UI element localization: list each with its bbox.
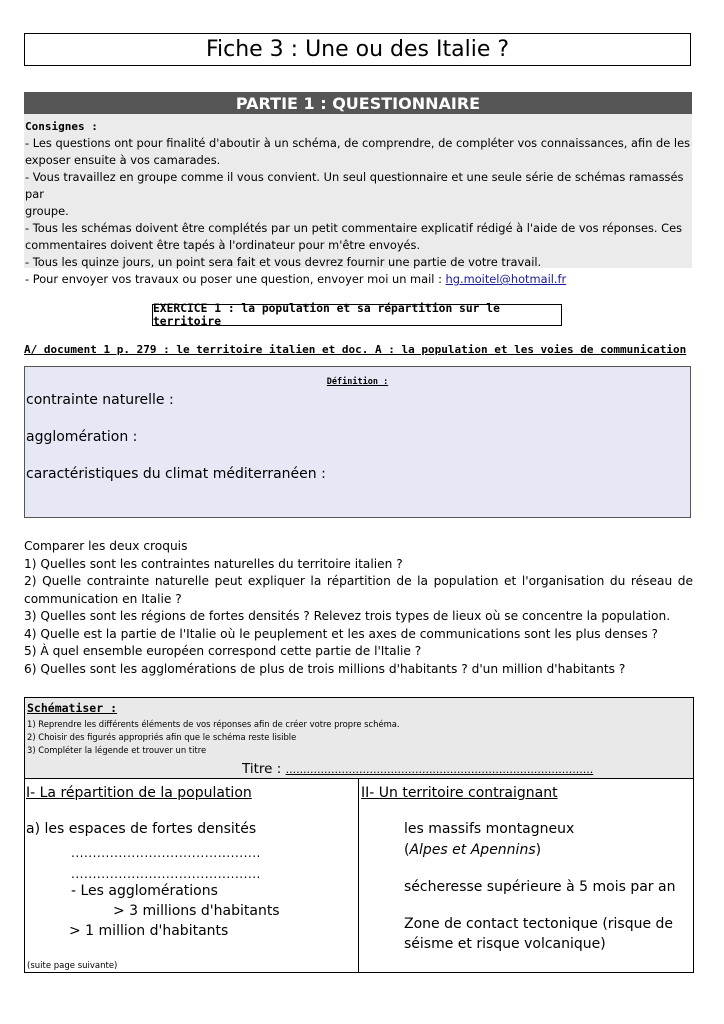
question-item: 5) À quel ensemble européen correspond cette partie de l'Italie ? — [24, 644, 422, 658]
schema-box — [24, 697, 694, 973]
left-column-heading: I- La répartition de la population — [26, 785, 252, 801]
consignes-label: Consignes : — [25, 120, 98, 133]
schema-instructions — [25, 698, 693, 779]
consigne-line: - Vous travaillez en groupe comme il vous convient. Un seul questionnaire et une seule série de schémas ramassés par — [25, 170, 684, 201]
dense-areas-label: a) les espaces de fortes densités — [26, 821, 257, 837]
schema-step: 3) Compléter la légende et trouver un titre — [27, 745, 207, 755]
questions-block — [24, 538, 693, 678]
consigne-line: - Tous les schémas doivent être complétés par un petit commentaire explicatif rédigé à l'aide de vos réponses. Ces — [25, 221, 683, 235]
consigne-line: - Les questions ont pour finalité d'aboutir à un schéma, de comprendre, de compléter vos connaissances, afin de les — [25, 136, 691, 150]
mail-text: - Pour envoyer vos travaux ou poser une question, envoyer moi un mail : — [25, 272, 446, 286]
dots-line: ............................................ — [71, 867, 261, 881]
titre-dots: ........................................................................................ — [285, 763, 594, 776]
tectonic-label-cont: séisme et risque volcanique) — [404, 936, 606, 952]
question-item: 2) Quelle contrainte naturelle peut expliquer la répartition de la population et l'organisation du réseau de communication en Italie ? — [24, 574, 693, 606]
dots-line: ............................................ — [71, 846, 261, 860]
consigne-line: commentaires doivent être tapés à l'ordinateur pour m'être envoyés. — [25, 238, 421, 252]
consigne-line: - Tous les quinze jours, un point sera fait et vous devrez fournir une partie de votre travail. — [25, 255, 542, 269]
schema-step: 2) Choisir des figurés appropriés afin que le schéma reste lisible — [27, 732, 297, 742]
drought-label: sécheresse supérieure à 5 mois par an — [404, 879, 676, 895]
consigne-line: groupe. — [25, 204, 69, 218]
continued-note: (suite page suivante) — [27, 961, 118, 971]
consignes-block — [24, 114, 692, 286]
exercise-subtitle: A/ document 1 p. 279 : le territoire italien et doc. A : la population et les voies de communication — [24, 343, 687, 356]
agglomerations-label: - Les agglomérations — [71, 883, 218, 899]
definition-box — [24, 366, 691, 518]
titre-label: Titre : — [242, 761, 286, 777]
exercise-title: EXERCICE 1 : la population et sa répartition sur le territoire — [152, 304, 562, 326]
page-title: Fiche 3 : Une ou des Italie ? — [24, 33, 691, 66]
consigne-line: exposer ensuite à vos camarades. — [25, 153, 221, 167]
mountains-names: Alpes et Apennins — [409, 842, 536, 858]
tectonic-label: Zone de contact tectonique (risque de — [404, 916, 674, 932]
definition-item: contrainte naturelle : — [26, 392, 174, 408]
question-item: 3) Quelles sont les régions de fortes densités ? Relevez trois types de lieux où se concentre la population. — [24, 609, 671, 623]
question-item: 1) Quelles sont les contraintes naturelles du territoire italien ? — [24, 556, 403, 571]
right-column-heading: II- Un territoire contraignant — [361, 785, 558, 801]
agglo-3m-label: > 3 millions d'habitants — [113, 903, 280, 919]
agglo-1m-label: > 1 million d'habitants — [69, 923, 229, 939]
definition-item: agglomération : — [26, 429, 138, 445]
mail-link[interactable]: hg.moitel@hotmail.fr — [445, 272, 567, 286]
question-item: 6) Quelles sont les agglomérations de plus de trois millions d'habitants ? d'un million d'habitants ? — [24, 661, 626, 676]
definition-item: caractéristiques du climat méditerranéen : — [26, 466, 326, 482]
schema-title-line — [242, 761, 593, 777]
schema-heading: Schématiser : — [27, 701, 118, 715]
part-heading: PARTIE 1 : QUESTIONNAIRE — [24, 92, 692, 114]
mountains-detail: (Alpes et Apennins) — [404, 842, 542, 858]
question-item: 4) Quelle est la partie de l'Italie où le peuplement et les axes de communications sont les plus denses ? — [24, 626, 659, 641]
legend-column-right — [359, 779, 693, 972]
mountains-label: les massifs montagneux — [404, 821, 575, 837]
legend-column-left — [25, 779, 359, 972]
consigne-mail-line — [25, 271, 691, 288]
schema-step: 1) Reprendre les différents éléments de vos réponses afin de créer votre propre schéma. — [27, 719, 400, 729]
questions-intro: Comparer les deux croquis — [24, 539, 188, 553]
definition-label: Définition : — [326, 377, 389, 387]
